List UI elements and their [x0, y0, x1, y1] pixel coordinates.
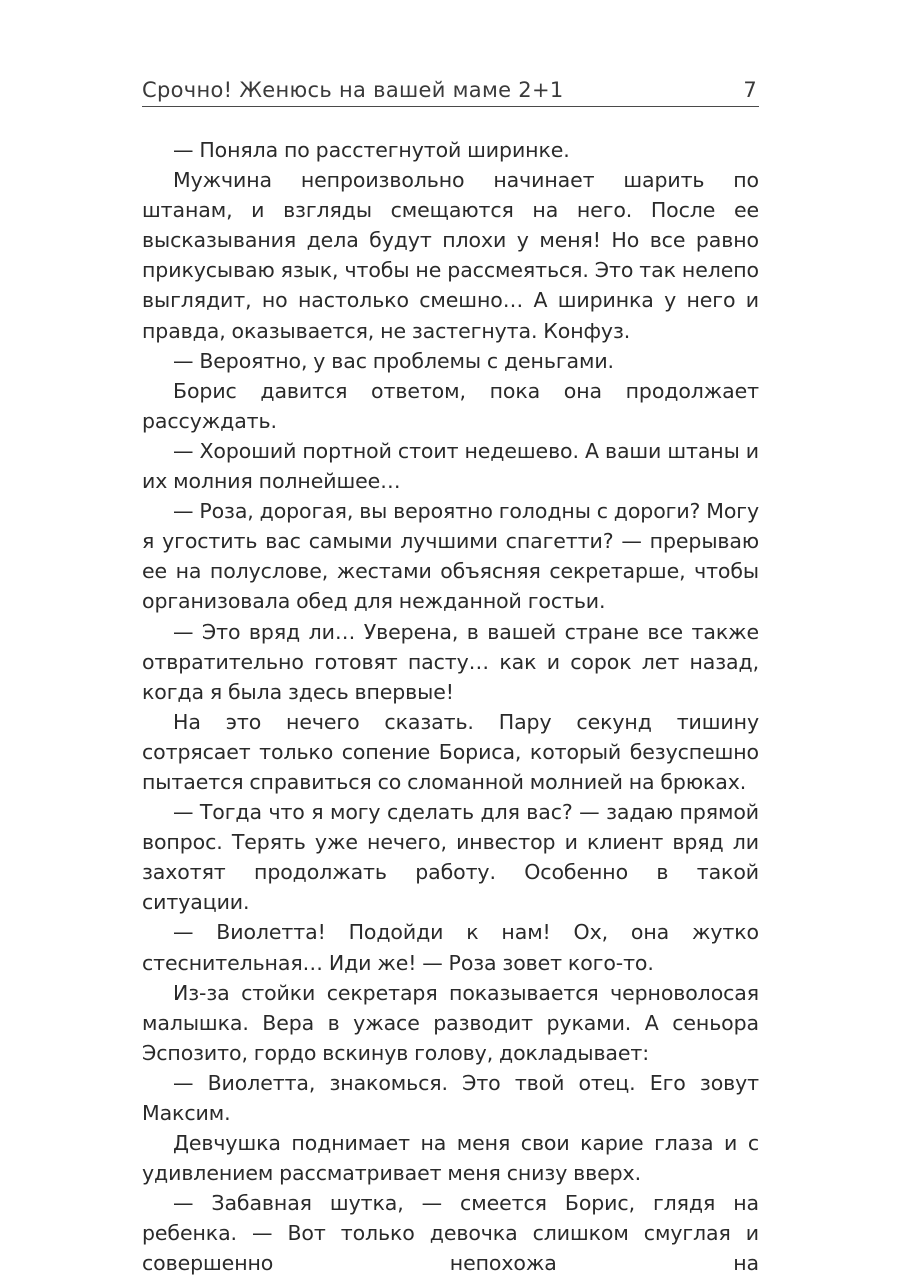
- paragraph: — Роза, дорогая, вы вероятно голодны с дороги? Могу я угостить вас самыми лучшими спагетти? — прерываю ее на полуслове, жестами объясняя секретарше, чтобы организовала обед для нежданной гостьи.: [142, 499, 759, 614]
- paragraph: На это нечего сказать. Пару секунд тишину сотрясает только сопение Бориса, который безуспешно пытается справиться со сломанной молнией на брюках.: [142, 709, 759, 794]
- paragraph: — Хороший портной стоит недешево. А ваши штаны и их молния полнейшее…: [142, 438, 759, 494]
- paragraph: — Это вряд ли… Уверена, в вашей стране все также отвратительно готовят пасту… как и сорок лет назад, когда я была здесь впервые!: [142, 619, 759, 704]
- paragraph: — Вероятно, у вас проблемы с деньгами.: [173, 348, 614, 373]
- paragraph: Из-за стойки секретаря показывается черноволосая малышка. Вера в ужасе разводит руками. А сеньора Эспозито, гордо вскинув голову, докладывает:: [142, 980, 759, 1065]
- paragraph: — Тогда что я могу сделать для вас? — задаю прямой вопрос. Терять уже нечего, инвестор и клиент вряд ли захотят продолжать работу. Особенно в такой ситуации.: [142, 800, 759, 915]
- page-number: 7: [743, 78, 757, 102]
- paragraph: — Забавная шутка, — смеется Борис, глядя на ребенка. — Вот только девочка слишком смуглая и совершенно непохожа на: [142, 1191, 759, 1276]
- book-title: Срочно! Женюсь на вашей маме 2+1: [142, 78, 564, 102]
- paragraph: Девчушка поднимает на меня свои карие глаза и с удивлением рассматривает меня снизу вверх.: [142, 1131, 759, 1186]
- paragraph: — Виолетта, знакомься. Это твой отец. Его зовут Максим.: [142, 1070, 759, 1125]
- paragraph: Борис давится ответом, пока она продолжает рассуждать.: [142, 378, 759, 433]
- book-page: [142, 70, 759, 1279]
- text-body: [142, 135, 759, 1279]
- paragraph: — Поняла по расстегнутой ширинке.: [173, 138, 570, 162]
- running-header: [142, 70, 759, 107]
- paragraph: Мужчина непроизвольно начинает шарить по штанам, и взгляды смещаются на него. После ее высказывания дела будут плохи у меня! Но все равно прикусываю язык, чтобы не рассмеяться. Это так нелепо выглядит, но настолько смешно… А ширинка у него и правда, оказывается, не застегнута. Конфуз.: [142, 168, 759, 343]
- paragraph: — Виолетта! Подойди к нам! Ох, она жутко стеснительная… Иди же! — Роза зовет кого-то.: [142, 920, 759, 975]
